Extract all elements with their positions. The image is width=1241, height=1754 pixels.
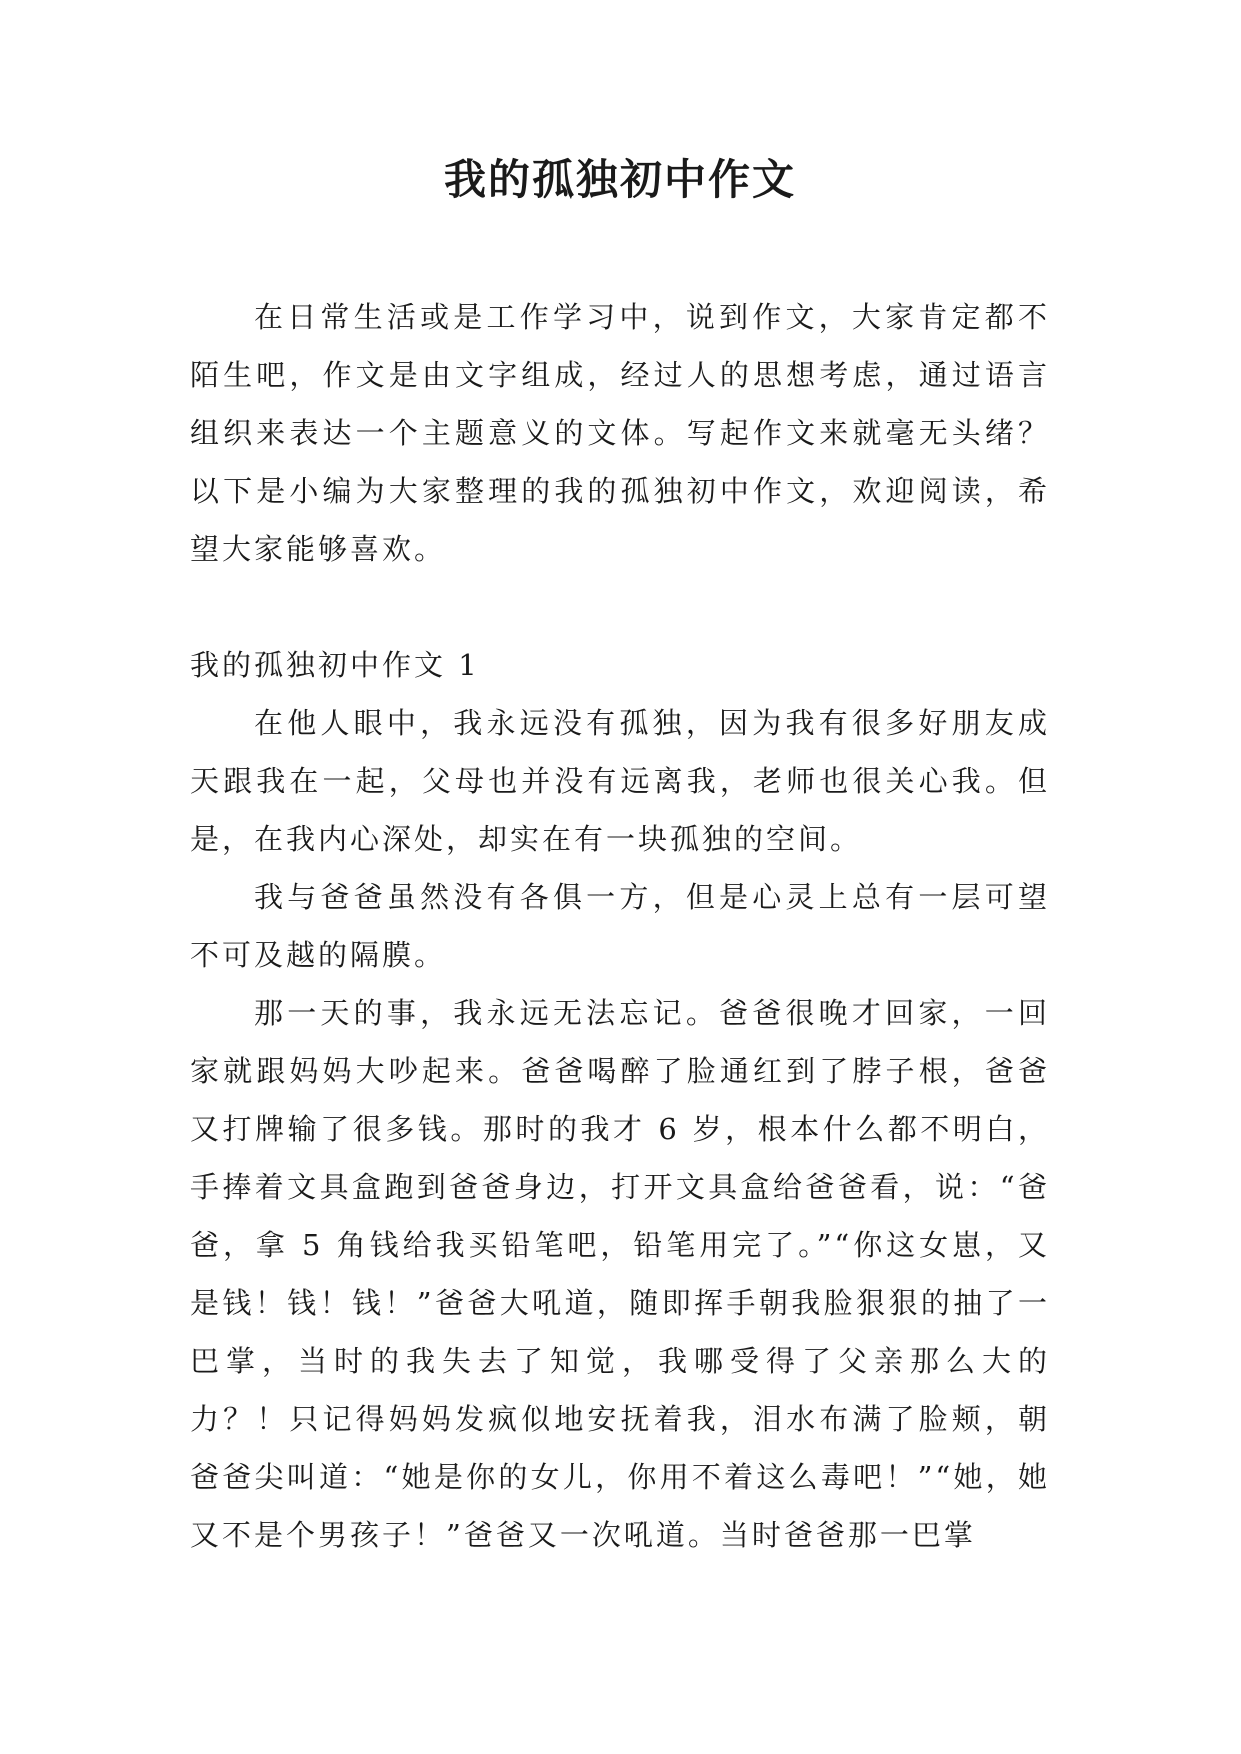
body-paragraph-3: 那一天的事，我永远无法忘记。爸爸很晚才回家，一回家就跟妈妈大吵起来。爸爸喝醉了脸通红到了脖子根，爸爸又打牌输了很多钱。那时的我才 6 岁，根本什么都不明白，手捧着文具盒跑到爸爸身边，打开文具盒给爸爸看，说：“爸爸，拿 5 角钱给我买铅笔吧，铅笔用完了。”“你这女崽，又是钱！钱！钱！”爸爸大吼道，随即挥手朝我脸狠狠的抽了一巴掌，当时的我失去了知觉，我哪受得了父亲那么大的力？！只记得妈妈发疯似地安抚着我，泪水布满了脸颊，朝爸爸尖叫道：“她是你的女儿，你用不着这么毒吧！”“她，她又不是个男孩子！”爸爸又一次吼道。当时爸爸那一巴掌: [190, 996, 1050, 1552]
intro-paragraph: 在日常生活或是工作学习中，说到作文，大家肯定都不陌生吧，作文是由文字组成，经过人的思想考虑，通过语言组织来表达一个主题意义的文体。写起作文来就毫无头绪？以下是小编为大家整理的我的孤独初中作文，欢迎阅读，希望大家能够喜欢。: [190, 300, 1050, 566]
section-heading: 我的孤独初中作文 1: [190, 648, 480, 682]
body-paragraph-2: 我与爸爸虽然没有各俱一方，但是心灵上总有一层可望不可及越的隔膜。: [190, 880, 1050, 972]
document-title: 我的孤独初中作文: [443, 155, 796, 204]
document-page: [190, 0, 1050, 1754]
body-paragraph-1: 在他人眼中，我永远没有孤独，因为我有很多好朋友成天跟我在一起，父母也并没有远离我，老师也很关心我。但是，在我内心深处，却实在有一块孤独的空间。: [190, 706, 1050, 856]
document-body: [190, 288, 1050, 1564]
